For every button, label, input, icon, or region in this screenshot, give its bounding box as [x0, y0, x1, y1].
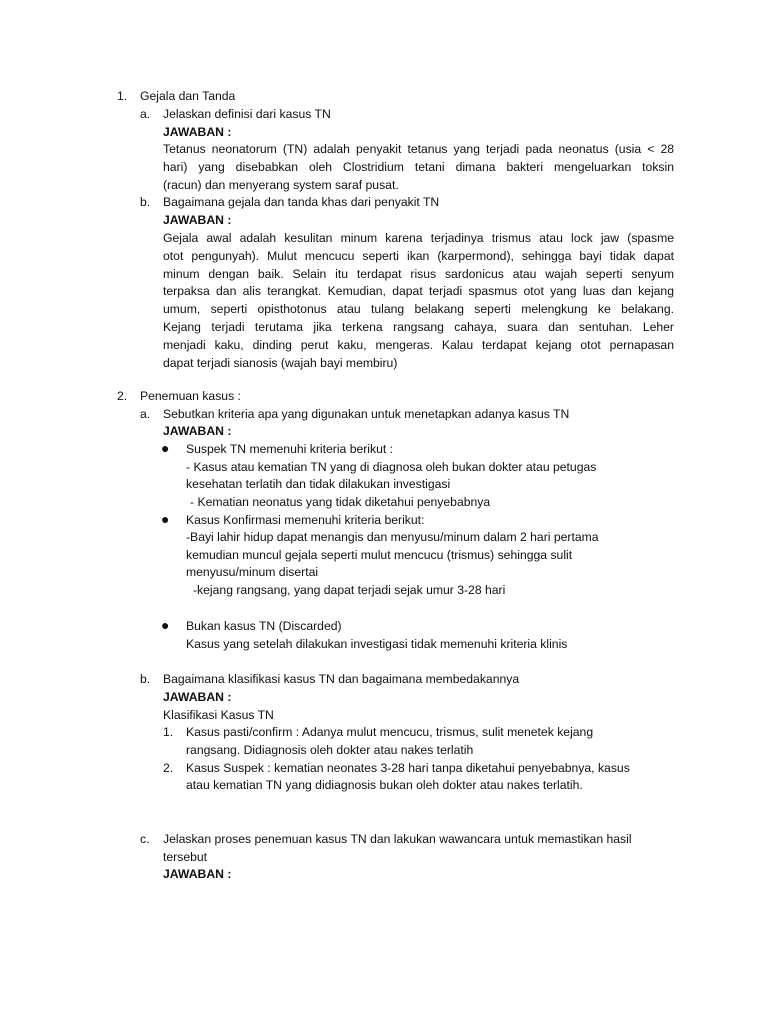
item-2b-subtitle: Klasifikasi Kasus TN: [163, 708, 274, 722]
item-2b-answer-label: JAWABAN :: [163, 690, 232, 704]
bullet-2-line: menyusu/minum disertai: [186, 565, 319, 579]
item-2c-letter: c.: [140, 832, 150, 846]
bullet-icon: ●: [161, 617, 170, 633]
answer-line: umum, seperti opisthotonus atau tulang belakang seperti melengkung ke belakang.: [163, 302, 674, 317]
bullet-3-title: Bukan kasus TN (Discarded): [186, 619, 342, 633]
item-1b-letter: b.: [140, 195, 151, 209]
bullet-2-line: -Bayi lahir hidup dapat menangis dan menyusu/minum dalam 2 hari pertama: [186, 530, 599, 544]
section-2-number: 2.: [117, 389, 128, 403]
numbered-item-line: atau kematian TN yang didiagnosis bukan oleh dokter atau nakes terlatih.: [186, 778, 583, 792]
bullet-icon: ●: [161, 511, 170, 527]
answer-line: terpaksa dan alis terangkat. Kemudian, dapat terjadi spasmus otot yang luas dan kejang: [163, 284, 674, 299]
answer-line: (racun) dan menyerang system saraf pusat.: [163, 177, 399, 192]
section-2-title: Penemuan kasus :: [140, 389, 241, 403]
item-2b-question: Bagaimana klasifikasi kasus TN dan bagaimana membedakannya: [163, 672, 520, 686]
item-1a-question: Jelaskan definisi dari kasus TN: [163, 107, 331, 121]
item-2b-letter: b.: [140, 672, 151, 686]
bullet-icon: ●: [161, 440, 170, 456]
bullet-3-line: Kasus yang setelah dilakukan investigasi tidak memenuhi kriteria klinis: [186, 637, 568, 651]
bullet-2-line: -kejang rangsang, yang dapat terjadi sejak umur 3-28 hari: [193, 583, 506, 597]
item-1b-question: Bagaimana gejala dan tanda khas dari penyakit TN: [163, 195, 440, 209]
answer-line: menjadi kaku, dinding perut kaku, mengeras. Kalau terdapat kejang otot pernapasan: [163, 337, 674, 352]
item-2a-question: Sebutkan kriteria apa yang digunakan untuk menetapkan adanya kasus TN: [163, 407, 570, 421]
bullet-1-title: Suspek TN memenuhi kriteria berikut :: [186, 442, 394, 456]
answer-line: otot pengunyah). Mulut mencucu seperti ikan (karpermond), sehingga bayi tidak dapat: [163, 248, 674, 263]
bullet-1-line: kesehatan terlatih dan tidak dilakukan investigasi: [186, 477, 451, 491]
numbered-item-line: Kasus pasti/confirm : Adanya mulut mencucu, trismus, sulit menetek kejang: [186, 725, 594, 739]
answer-line: Kejang terjadi terutama jika terkena rangsang cahaya, suara dan sentuhan. Leher: [163, 319, 674, 334]
answer-line: minum dengan baik. Selain itu terdapat risus sardonicus atau wajah seperti senyum: [163, 266, 674, 281]
item-2c-answer-label: JAWABAN :: [163, 867, 232, 881]
item-1b-answer: [163, 230, 674, 372]
numbered-item-number: 1.: [163, 725, 174, 739]
item-1a-letter: a.: [140, 107, 151, 121]
answer-line: Gejala awal adalah kesulitan minum karena terjadinya trismus atau lock jaw (spasme: [163, 231, 674, 245]
section-1-title: Gejala dan Tanda: [140, 89, 236, 103]
item-2c-question: Jelaskan proses penemuan kasus TN dan lakukan wawancara untuk memastikan hasil: [163, 832, 632, 846]
bullet-2-line: kemudian muncul gejala seperti mulut mencucu (trismus) sehingga sulit: [186, 548, 573, 562]
bullet-1-line: - Kematian neonatus yang tidak diketahui penyebabnya: [190, 495, 491, 509]
section-1-number: 1.: [117, 89, 128, 103]
item-1b-answer-label: JAWABAN :: [163, 213, 232, 227]
bullet-2-title: Kasus Konfirmasi memenuhi kriteria berikut:: [186, 513, 425, 527]
item-1a-answer: [163, 141, 674, 194]
numbered-item-line: rangsang. Didiagnosis oleh dokter atau nakes terlatih: [186, 743, 474, 757]
answer-line: dapat terjadi sianosis (wajah bayi membiru): [163, 355, 398, 370]
item-2a-answer-label: JAWABAN :: [163, 424, 232, 438]
answer-line: Tetanus neonatorum (TN) adalah penyakit tetanus yang terjadi pada neonatus (usia < 28: [163, 142, 674, 156]
numbered-item-number: 2.: [163, 761, 174, 775]
item-1a-answer-label: JAWABAN :: [163, 125, 232, 139]
item-2c-question-cont: tersebut: [163, 850, 208, 864]
answer-line: hari) yang disebabkan oleh Clostridium tetani dimana bakteri mengeluarkan toksin: [163, 159, 674, 174]
numbered-item-line: Kasus Suspek : kematian neonates 3-28 hari tanpa diketahui penyebabnya, kasus: [186, 761, 630, 775]
bullet-1-line: - Kasus atau kematian TN yang di diagnosa oleh bukan dokter atau petugas: [186, 460, 597, 474]
item-2a-letter: a.: [140, 407, 151, 421]
